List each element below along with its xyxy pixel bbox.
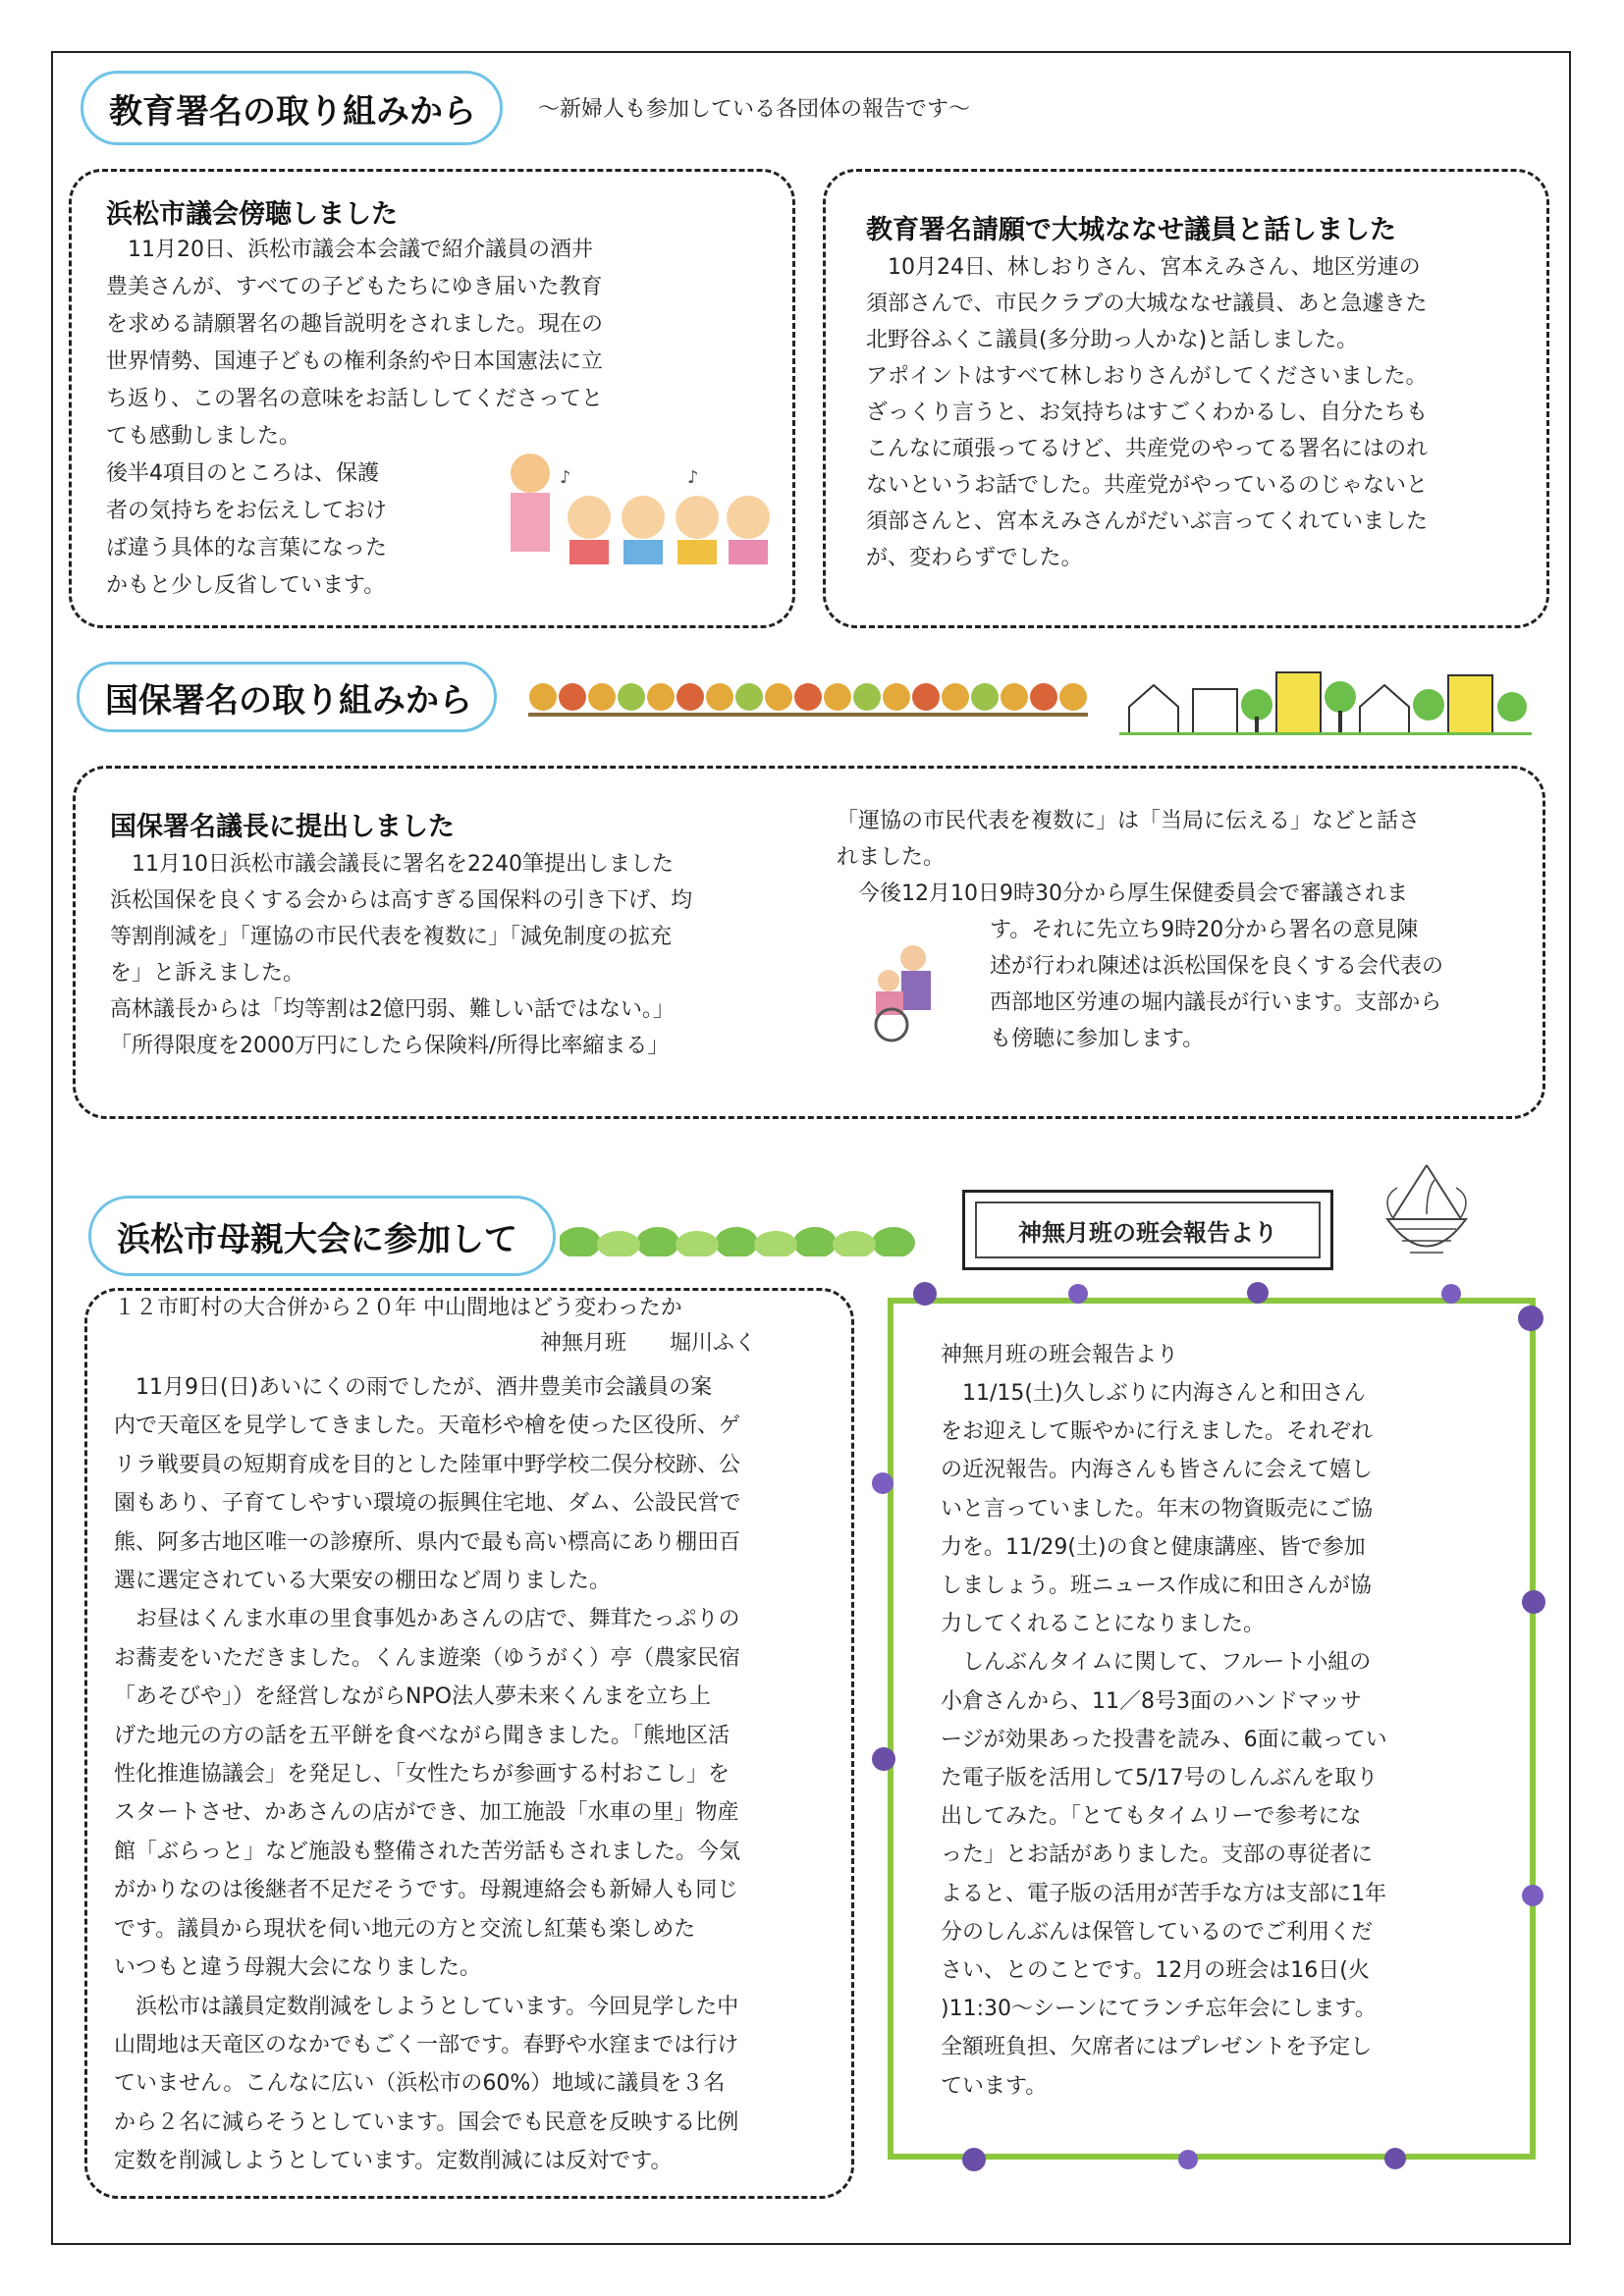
autumn-trees-icon	[528, 675, 1088, 734]
section2-right-body-top: 「運協の市民代表を複数に」は「当局に伝える」などと話さ れました。 今後12月10日9時30分から厚生保健委員会で審議されま	[837, 809, 1421, 906]
town-houses-icon	[1119, 667, 1532, 736]
berry-icon	[1247, 1282, 1269, 1304]
children-singing-icon	[491, 444, 785, 571]
berry-icon	[1068, 1284, 1088, 1304]
berry-icon	[872, 1472, 893, 1494]
berry-icon	[1522, 1590, 1545, 1614]
section3-title: 浜松市母親大会に参加して	[88, 1196, 556, 1276]
berry-icon	[913, 1282, 937, 1306]
section2-left-body: 11月10日浜松市議会議長に署名を2240筆提出しました 浜松国保を良くする会からは高すぎる国保料の引き下げ、均 等割削減を」「運協の市民代表を複数に」「減免制度の拡充 を」と訴えました。 高林議長からは「均等割は2億円弱、難しい話ではない。」 「所得限度を2000万円にしたら保険料/所得比率縮まる」	[110, 852, 693, 1058]
section1-right-heading: 教育署名請願で大城ななせ議員と話しました	[866, 215, 1396, 245]
section2-right-body-bottom: す。それに先立ち9時20分から署名の意見陳 述が行われ陳述は浜松国保を良くする会代表の 西部地区労連の堀内議長が行います。支部から も傍聴に参加します。	[990, 918, 1444, 1051]
berry-icon	[1384, 2148, 1406, 2169]
section3-body: 11月9日(日)あいにくの雨でしたが、酒井豊美市会議員の案 内で天竜区を見学してきました。天竜杉や檜を使った区役所、ゲ リラ戦要員の短期育成を目的とした陸軍中野学校二俣分校跡、公 園もあり、子育てしやすい環境の振興住宅地、ダム、公設民営で 熊、阿多古地区唯一の診療所、県内で最も高い標高にあり棚田百 選に選定されている大栗安の棚田など周りました。 お昼はくんま水車の里食事処かあさんの店で、舞茸たっぷりの お蕎麦をいただきました。くんま遊楽（ゆうがく）亭（農家民宿 「あそびや」）を経営しながらNPO法人夢未来くんまを立ち上 げた地元の方の話を五平餅を食べながら聞きました。「熊地区活 性化推進協議会」を発足し、「女性たちが参画する村おこし」を スタートさせ、かあさんの店ができ、加工施設「水車の里」物産 館「ぶらっと」など施設も整備された苦労話もされました。今気 がかりなのは後継者不足だそうです。母親連絡会も新婦人も同じ です。議員から現状を伺い地元の方と交流し紅葉も楽しめた いつもと違う母親大会になりました。 浜松市は議員定数削減をしようとしています。今回見学した中 山間地は天竜区のなかでもごく一部です。春野や水窪までは行け ていません。こんなに広い（浜松市の60%）地域に議員を３名 から２名に減らそうとしています。国会でも民意を反映する比例 定数を削減しようとしています。定数削減には反対です。	[114, 1375, 741, 2174]
section1-left-heading: 浜松市議会傍聴しました	[106, 199, 398, 230]
berry-icon	[1178, 2150, 1198, 2169]
section2-heading: 国保署名議長に提出しました	[110, 812, 455, 842]
section2-title: 国保署名の取り組みから	[77, 662, 497, 732]
berry-icon	[962, 2148, 986, 2171]
hanging-basket-icon	[1373, 1160, 1481, 1278]
section4-label: 神無月班の班会報告より	[975, 1201, 1321, 1258]
svg-text:♪: ♪	[687, 467, 699, 488]
berry-icon	[1441, 1284, 1461, 1304]
section1-title: 教育署名の取り組みから	[81, 71, 503, 145]
section3-author: 神無月班 堀川ふく	[540, 1331, 757, 1356]
svg-text:♪: ♪	[560, 467, 571, 488]
green-hills-icon	[560, 1213, 933, 1256]
berry-icon	[1518, 1306, 1543, 1331]
berry-icon	[872, 1747, 895, 1771]
section4-label-frame	[962, 1190, 1333, 1270]
section1-left-body2: 後半4項目のところは、保護 者の気持ちをお伝えしておけ ば違う具体的な言葉になった かもと少し反省しています。	[106, 461, 388, 598]
wheelchair-care-icon	[854, 936, 962, 1044]
berry-icon	[1522, 1885, 1543, 1906]
section1-subtitle: ～新婦人も参加している各団体の報告です～	[538, 97, 971, 122]
section3-heading: １２市町村の大合併から２０年 中山間地はどう変わったか	[114, 1296, 682, 1320]
section4-body: 11/15(土)久しぶりに内海さんと和田さん をお迎えして賑やかに行えました。それぞれ の近況報告。内海さんも皆さんに会えて嬉し いと言っていました。年末の物資販売にご協 力を。11/29(土)の食と健康講座、皆で参加 しましょう。班ニュース作成に和田さんが協 力してくれることになりました。 しんぶんタイムに関して、フルート小組の 小倉さんから、11／8号3面のハンドマッサ ージが効果あった投書を読み、6面に載ってい た電子版を活用して5/17号のしんぶんを取り 出してみた。「とてもタイムリーで参考にな った」とお話がありました。支部の専従者に よると、電子版の活用が苦手な方は支部に1年 分のしんぶんは保管しているのでご利用くだ さい、とのことです。12月の班会は16日(火 )11:30～シーンにてランチ忘年会にします。 全額班負担、欠席者にはプレゼントを予定し ています。	[941, 1381, 1387, 2099]
section1-right-body: 10月24日、林しおりさん、宮本えみさん、地区労連の 須部さんで、市民クラブの大城ななせ議員、あと急遽きた 北野谷ふくこ議員(多分助っ人かな)と話しました。 アポイントはすべて林しおりさんがしてくださいました。 ざっくり言うと、お気持ちはすごくわかるし、自分たちも こんなに頑張ってるけど、共産党のやってる署名にはのれ ないというお話でした。共産党がやっているのじゃないと 須部さんと、宮本えみさんがだいぶ言ってくれていました が、変わらずでした。	[866, 255, 1429, 570]
section1-left-body: 11月20日、浜松市議会本会議で紹介議員の酒井 豊美さんが、すべての子どもたちにゆき届いた教育 を求める請願署名の趣旨説明をされました。現在の 世界情勢、国連子どもの権利条約や日本国憲法に立 ち返り、この署名の意味をお話ししてくださってと ても感動しました。	[106, 238, 604, 449]
section4-heading: 神無月班の班会報告より	[941, 1343, 1179, 1367]
